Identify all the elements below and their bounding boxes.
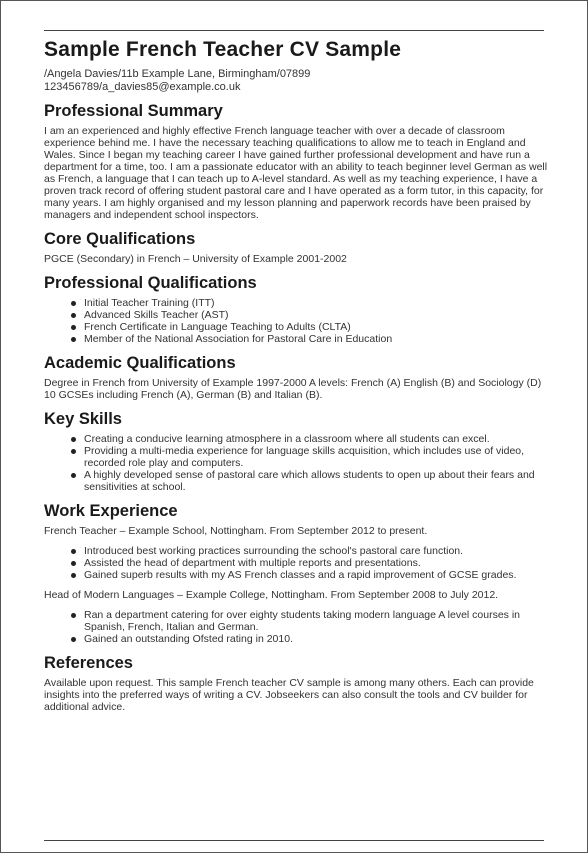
- top-divider: [44, 30, 544, 31]
- list-item: Ran a department catering for over eighty students taking modern language A level courses in Spanish, French, Italian and German.: [84, 609, 549, 633]
- section-heading: Professional Qualifications: [44, 274, 257, 292]
- section-references: [44, 653, 549, 713]
- section-professional-summary: [44, 101, 549, 221]
- section-heading: Key Skills: [44, 410, 122, 428]
- core-qualification-text: PGCE (Secondary) in French – University of Example 2001-2002: [44, 253, 347, 265]
- list-item: Advanced Skills Teacher (AST): [84, 309, 549, 321]
- section-professional-qualifications: [44, 273, 549, 345]
- list-item: Assisted the head of department with multiple reports and presentations.: [84, 557, 549, 569]
- list-item: Member of the National Association for Pastoral Care in Education: [84, 333, 549, 345]
- section-key-skills: [44, 409, 549, 493]
- professional-qualifications-list: [44, 297, 549, 345]
- job-duties-list: [44, 545, 549, 581]
- list-item: Gained an outstanding Ofsted rating in 2010.: [84, 633, 549, 645]
- list-item: A highly developed sense of pastoral care which allows students to open up about their fears and sensitivities at school.: [84, 469, 549, 493]
- job-title: French Teacher – Example School, Nottingham. From September 2012 to present.: [44, 525, 428, 537]
- list-item: French Certificate in Language Teaching to Adults (CLTA): [84, 321, 549, 333]
- section-heading: Academic Qualifications: [44, 354, 236, 372]
- section-heading: Professional Summary: [44, 102, 223, 120]
- section-work-experience: [44, 501, 549, 645]
- contact-details: [44, 68, 549, 93]
- key-skills-list: [44, 433, 549, 493]
- list-item: Introduced best working practices surrounding the school's pastoral care function.: [84, 545, 549, 557]
- job-title: Head of Modern Languages – Example College, Nottingham. From September 2008 to July 2012.: [44, 589, 499, 601]
- cv-document: [44, 38, 549, 721]
- summary-text: I am an experienced and highly effective French language teacher with over a decade of classroom experience behind me. I have the necessary teaching qualifications to allow me to teach in England and Wales. Since I began my teaching career I have gained further professional development and have run a department for a time, too. I am a passionate educator with an ability to teach beginner level German as well as French, a language that I can teach up to A-level standard. As well as my teaching experience, I have a proven track record of offering student pastoral care and I have operated as a form tutor, in this capacity, for many years. I am highly organised and my lesson planning and paperwork records have been praised by managers and independent school inspectors.: [44, 125, 548, 221]
- list-item: Providing a multi-media experience for language skills acquisition, which includes use of video, recorded role play and computers.: [84, 445, 549, 469]
- bottom-divider: [44, 840, 544, 841]
- section-heading: Core Qualifications: [44, 230, 196, 248]
- document-title: Sample French Teacher CV Sample: [44, 38, 402, 61]
- academic-qualifications-text: Degree in French from University of Example 1997-2000 A levels: French (A) English (B) and Sociology (D) 10 GCSEs including French (A), German (B) and Italian (B).: [44, 377, 542, 401]
- section-heading: Work Experience: [44, 502, 178, 520]
- section-core-qualifications: [44, 229, 549, 265]
- references-text: Available upon request. This sample French teacher CV sample is among many others. Each can provide insights into the preferred ways of writing a CV. Jobseekers can also consult the tools and CV builder for additional advice.: [44, 677, 534, 713]
- list-item: Creating a conducive learning atmosphere in a classroom where all students can excel.: [84, 433, 549, 445]
- section-academic-qualifications: [44, 353, 549, 401]
- contact-line-email: 123456789/a_davies85@example.co.uk: [44, 80, 241, 93]
- contact-line-address: /Angela Davies/11b Example Lane, Birmingham/07899: [44, 68, 311, 80]
- list-item: Gained superb results with my AS French classes and a rapid improvement of GCSE grades.: [84, 569, 549, 581]
- section-heading: References: [44, 654, 133, 672]
- job-duties-list: [44, 609, 549, 645]
- list-item: Initial Teacher Training (ITT): [84, 297, 549, 309]
